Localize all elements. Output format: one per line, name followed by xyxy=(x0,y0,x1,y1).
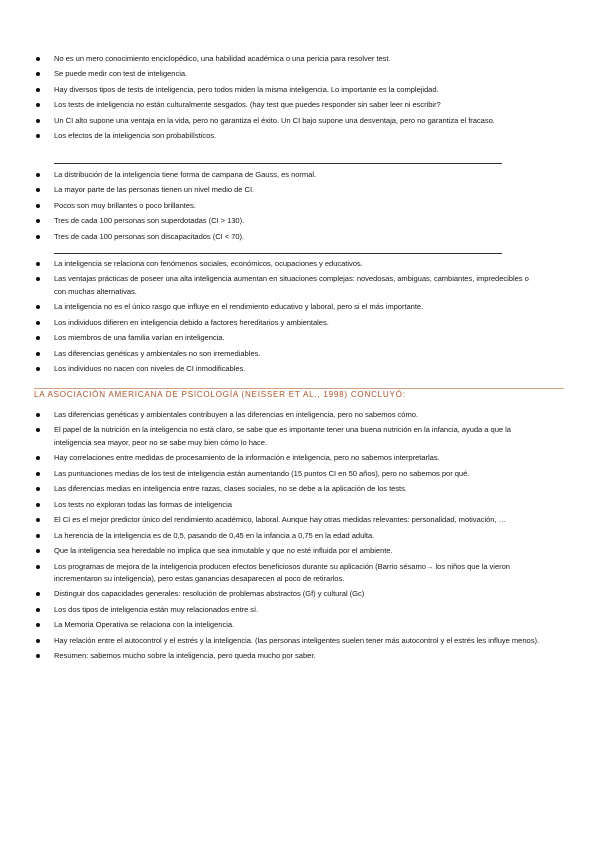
list-item: Resumen: sabemos mucho sobre la inteligencia, pero queda mucho por saber. xyxy=(34,650,540,662)
list-item: Hay relación entre el autocontrol y el estrés y la inteligencia. (las personas inteligentes suelen tener más autocontrol y el estrés les influye menos). xyxy=(34,635,540,647)
list-item: Hay correlaciones entre medidas de procesamiento de la información e inteligencia, pero no sabemos interpretarlas. xyxy=(34,452,540,464)
list-item: Un CI alto supone una ventaja en la vida, pero no garantiza el éxito. Un CI bajo supone una desventaja, pero no garantiza el fracaso. xyxy=(34,115,540,127)
divider-line-2 xyxy=(54,253,502,254)
list-item: La distribución de la inteligencia tiene forma de campana de Gauss, es normal. xyxy=(34,169,540,181)
list-item: Las puntuaciones medias de los test de inteligencia están aumentando (15 puntos CI en 50 años), pero no sabemos por qué. xyxy=(34,468,540,480)
list-item: Las diferencias medias en inteligencia entre razas, clases sociales, no se debe a la aplicación de los tests. xyxy=(34,483,540,495)
bullet-list-1 xyxy=(34,53,540,146)
list-item: Hay diversos tipos de tests de inteligencia, pero todos miden la misma inteligencia. Lo importante es la complejidad. xyxy=(34,84,540,96)
list-item: Las ventajas prácticas de poseer una alta inteligencia aumentan en situaciones complejas: novedosas, ambiguas, cambiantes, impredecibles o con muchas alternativas. xyxy=(34,273,540,298)
list-item: Que la inteligencia sea heredable no implica que sea inmutable y que no esté influida por el ambiente. xyxy=(34,545,540,557)
list-item: Pocos son muy brillantes o poco brillantes. xyxy=(34,200,540,212)
list-item: Los individuos difieren en inteligencia debido a factores hereditarios y ambientales. xyxy=(34,317,540,329)
list-item: Los programas de mejora de la inteligencia producen efectos beneficiosos durante su aplicación (Barrio sésamo→ los niños que la vieron incrementaron su inteligencia), pero estas ganancias desaparecen al poco de retirarlos. xyxy=(34,561,540,586)
list-item: Los tests no exploran todas las formas de inteligencia xyxy=(34,499,540,511)
list-item: El CI es el mejor predictor único del rendimiento académico, laboral. Aunque hay otras medidas relevantes: personalidad, motivación, … xyxy=(34,514,540,526)
list-item: La mayor parte de las personas tienen un nivel medio de CI. xyxy=(34,184,540,196)
list-item: Tres de cada 100 personas son superdotadas (CI > 130). xyxy=(34,215,540,227)
divider-line-1 xyxy=(54,163,502,164)
list-item: Los tests de inteligencia no están culturalmente sesgados. (hay test que puedes responder sin saber leer ni escribir? xyxy=(34,99,540,111)
list-item: Tres de cada 100 personas son discapacitados (CI < 70). xyxy=(34,231,540,243)
heading-divider xyxy=(34,388,564,389)
list-item: La inteligencia se relaciona con fenómenos sociales, económicos, ocupaciones y educativos. xyxy=(34,258,540,270)
list-item: Se puede medir con test de inteligencia. xyxy=(34,68,540,80)
list-item: Los individuos no nacen con niveles de CI inmodificables. xyxy=(34,363,540,375)
list-item: La Memoria Operativa se relaciona con la inteligencia. xyxy=(34,619,540,631)
list-item: Los dos tipos de inteligencia están muy relacionados entre sí. xyxy=(34,604,540,616)
list-item: Las diferencias genéticas y ambientales no son irremediables. xyxy=(34,348,540,360)
list-item: Los efectos de la inteligencia son probabilísticos. xyxy=(34,130,540,142)
bullet-list-4 xyxy=(34,409,540,666)
list-item: Distinguir dos capacidades generales: resolución de problemas abstractos (Gf) y cultural (Gc) xyxy=(34,588,540,600)
list-item: La inteligencia no es el único rasgo que influye en el rendimiento educativo y laboral, pero si el más importante. xyxy=(34,301,540,313)
list-item: Las diferencias genéticas y ambientales contribuyen a las diferencias en inteligencia, pero no sabemos cómo. xyxy=(34,409,540,421)
bullet-list-2 xyxy=(34,169,540,246)
bullet-list-3 xyxy=(34,258,540,379)
list-item: Los miembros de una familia varían en inteligencia. xyxy=(34,332,540,344)
section-heading: LA ASOCIACIÓN AMERICANA DE PSICOLOGÍA (NEISSER ET AL., 1998) CONCLUYÓ: xyxy=(34,390,406,399)
list-item: No es un mero conocimiento enciclopédico, una habilidad académica o una pericia para resolver test. xyxy=(34,53,540,65)
list-item: El papel de la nutrición en la inteligencia no está claro, se sabe que es importante tener una buena nutrición en la infancia, ayuda a que la inteligencia sea mayor, peor no se sabe muy bien cómo lo hace. xyxy=(34,424,540,449)
list-item: La herencia de la inteligencia es de 0,5, pasando de 0,45 en la infancia a 0,75 en la edad adulta. xyxy=(34,530,540,542)
